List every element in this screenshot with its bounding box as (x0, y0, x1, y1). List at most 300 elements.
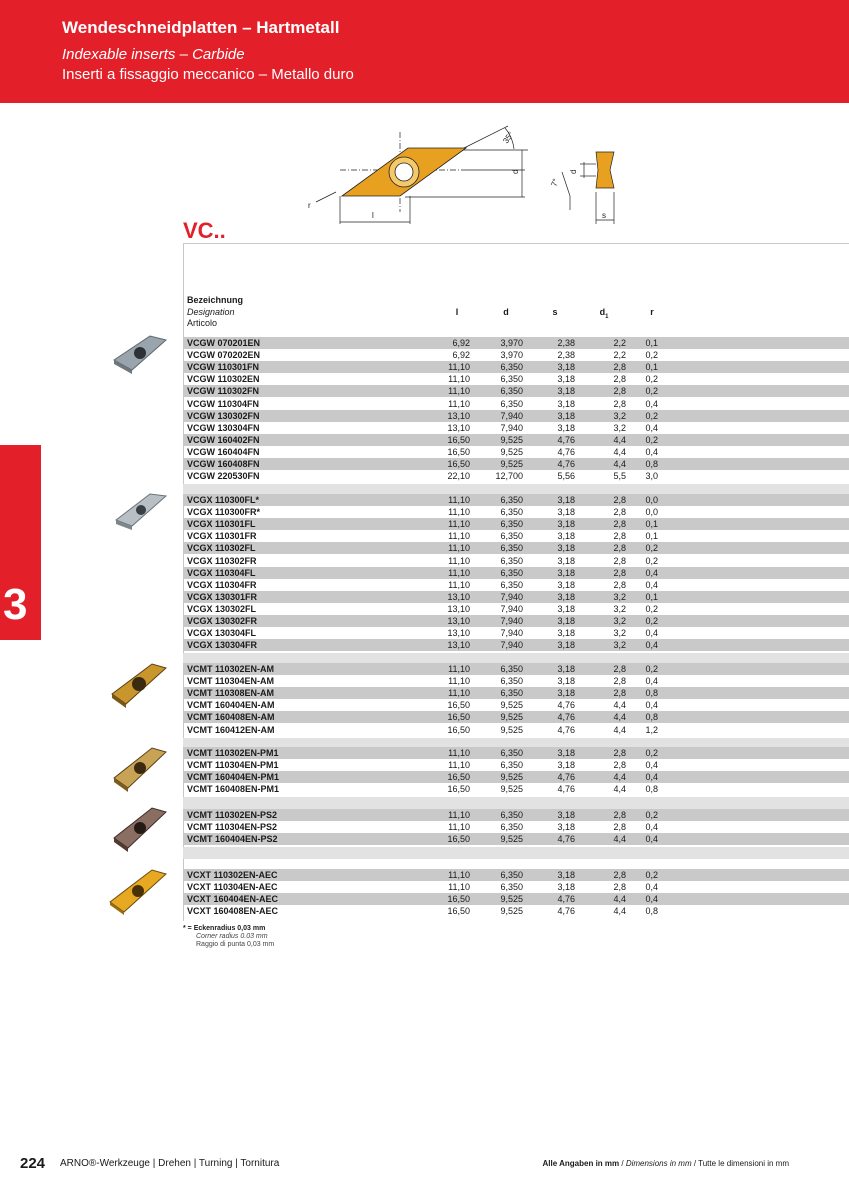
footnote-it: Raggio di punta 0,03 mm (196, 941, 275, 948)
cell-s: 3,18 (557, 882, 575, 893)
cell-l: 11,10 (448, 519, 470, 530)
cell-d1: 4,4 (613, 784, 626, 795)
series-title: VC.. (183, 218, 226, 243)
cell-designation: VCGW 160404FN (187, 446, 260, 457)
cell-d1: 2,8 (613, 507, 626, 518)
cell-l: 16,50 (447, 906, 470, 917)
cell-s: 4,76 (557, 834, 575, 845)
cell-r: 0,2 (645, 410, 658, 421)
cell-l: 13,10 (447, 422, 470, 433)
cell-s: 3,18 (557, 822, 575, 833)
cell-designation: VCGX 110301FR (187, 531, 257, 542)
cell-s: 3,18 (557, 591, 575, 602)
cell-designation: VCGX 110304FR (187, 579, 257, 590)
cell-s: 3,18 (557, 543, 575, 554)
cell-r: 0,4 (645, 882, 658, 893)
cell-d: 6,350 (500, 531, 523, 542)
header-designation-de: Bezeichnung (187, 295, 244, 305)
cell-designation: VCGX 130304FR (187, 640, 258, 651)
cell-d1: 2,8 (613, 555, 626, 566)
cell-r: 0,2 (645, 350, 658, 361)
page-header (0, 0, 849, 103)
table-row (183, 905, 849, 917)
cell-s: 3,18 (557, 810, 575, 820)
cell-l: 11,10 (448, 555, 470, 566)
cell-d1: 3,2 (613, 422, 626, 433)
cell-d: 6,350 (500, 882, 523, 893)
cell-d: 9,525 (500, 446, 523, 457)
cell-s: 2,38 (557, 350, 575, 361)
cell-l: 22,10 (447, 471, 470, 482)
cell-d: 6,350 (500, 822, 523, 833)
col-r-header: r (650, 307, 654, 317)
cell-d1: 2,2 (613, 338, 626, 348)
cell-s: 3,18 (557, 567, 575, 578)
table-row (183, 771, 849, 783)
title-english: Indexable inserts – Carbide (62, 46, 245, 63)
cell-d1: 2,8 (613, 362, 626, 373)
cell-d: 6,350 (500, 398, 523, 409)
cell-d: 6,350 (500, 507, 523, 518)
cell-s: 4,76 (557, 700, 575, 711)
table-row (183, 337, 849, 349)
cell-r: 0,4 (645, 822, 658, 833)
cell-d: 6,350 (500, 374, 523, 385)
cell-designation: VCGW 070201EN (187, 338, 261, 348)
cell-designation: VCGX 110300FL* (187, 495, 260, 505)
cell-l: 11,10 (448, 870, 470, 880)
cell-r: 0,8 (645, 688, 658, 699)
cell-r: 1,2 (645, 724, 658, 735)
cell-d: 6,350 (500, 579, 523, 590)
insert-photo-vcmt-pm1 (110, 742, 170, 794)
cell-s: 4,76 (557, 724, 575, 735)
cell-l: 11,10 (448, 882, 470, 893)
cell-designation: VCGW 160402FN (187, 434, 260, 445)
cell-r: 0,2 (645, 555, 658, 566)
cell-designation: VCMT 110302EN-PM1 (187, 748, 279, 758)
cell-designation: VCXT 160408EN-AEC (187, 906, 279, 917)
cell-d1: 2,8 (613, 543, 626, 554)
cell-s: 3,18 (557, 398, 575, 409)
insert-photo-vcmt-ps2 (110, 802, 170, 854)
cell-designation: VCGX 130302FL (187, 603, 257, 614)
cell-r: 0,1 (645, 591, 658, 602)
angle-label: 35° (501, 130, 516, 146)
table-row (183, 398, 849, 410)
cell-l: 16,50 (447, 712, 470, 723)
cell-d: 12,700 (495, 471, 523, 482)
cell-l: 13,10 (447, 640, 470, 651)
cell-s: 3,18 (557, 519, 575, 530)
cell-d: 9,525 (500, 772, 523, 783)
cell-l: 11,10 (448, 531, 470, 542)
table-row (183, 615, 849, 627)
cell-d1: 3,2 (613, 640, 626, 651)
cell-s: 3,18 (557, 748, 575, 758)
cell-d1: 2,8 (613, 579, 626, 590)
cell-s: 5,56 (557, 471, 575, 482)
cell-l: 6,92 (452, 350, 470, 361)
cell-d: 9,525 (500, 724, 523, 735)
cell-designation: VCMT 110304EN-AM (187, 676, 275, 687)
cell-designation: VCMT 110302EN-PS2 (187, 810, 278, 820)
cell-s: 4,76 (557, 712, 575, 723)
cell-d1: 2,8 (613, 386, 626, 397)
cell-designation: VCGW 110302FN (187, 386, 260, 397)
cell-d: 6,350 (500, 870, 523, 880)
cell-s: 4,76 (557, 894, 575, 905)
cell-s: 3,18 (557, 386, 575, 397)
table-row (183, 687, 849, 699)
cell-d: 7,940 (500, 422, 523, 433)
table-row (183, 506, 849, 518)
table-row (183, 542, 849, 554)
cell-s: 4,76 (557, 784, 575, 795)
cell-l: 11,10 (448, 398, 470, 409)
cell-s: 2,38 (557, 338, 575, 348)
cell-l: 11,10 (448, 822, 470, 833)
dim-s-label: s (602, 211, 606, 220)
cell-s: 3,18 (557, 410, 575, 421)
table-row (183, 434, 849, 446)
cell-r: 0,0 (645, 495, 658, 505)
cell-s: 3,18 (557, 495, 575, 505)
cell-d1: 2,8 (613, 374, 626, 385)
cell-d: 9,525 (500, 784, 523, 795)
cell-designation: VCMT 160408EN-PM1 (187, 784, 280, 795)
cell-r: 0,4 (645, 628, 658, 639)
table-row (183, 869, 849, 881)
cell-d: 6,350 (500, 495, 523, 505)
cell-d1: 2,2 (613, 350, 626, 361)
cell-l: 11,10 (448, 748, 470, 758)
cell-r: 0,4 (645, 676, 658, 687)
insert-photo-vcgx (112, 488, 168, 532)
cell-designation: VCGW 110301FN (187, 362, 260, 373)
cell-designation: VCMT 110308EN-AM (187, 688, 275, 699)
cell-d: 9,525 (500, 700, 523, 711)
cell-designation: VCMT 110304EN-PM1 (187, 760, 279, 771)
footer-breadcrumb: ARNO®-Werkzeuge | Drehen | Turning | Tornitura (60, 1158, 280, 1169)
cell-d: 6,350 (500, 688, 523, 699)
table-row (183, 603, 849, 615)
table-row (183, 627, 849, 639)
cell-d1: 2,8 (613, 882, 626, 893)
cell-s: 4,76 (557, 459, 575, 469)
cell-d: 9,525 (500, 459, 523, 469)
cell-d1: 3,2 (613, 410, 626, 421)
cell-s: 3,18 (557, 422, 575, 433)
cell-r: 0,8 (645, 784, 658, 795)
footnote-de: * = Eckenradius 0,03 mm (183, 925, 266, 932)
cell-d1: 4,4 (613, 834, 626, 845)
table-row (183, 579, 849, 591)
cell-designation: VCMT 160408EN-AM (187, 712, 275, 723)
table-row (183, 591, 849, 603)
cell-r: 0,2 (645, 664, 658, 674)
cell-l: 11,10 (448, 386, 470, 397)
cell-designation: VCXT 160404EN-AEC (187, 894, 279, 905)
cell-l: 11,10 (448, 362, 470, 373)
cell-r: 0,4 (645, 446, 658, 457)
cell-d: 9,525 (500, 906, 523, 917)
table-row (183, 663, 849, 675)
table-row (183, 470, 849, 482)
insert-technical-drawing (300, 112, 640, 237)
cell-designation: VCGW 110304FN (187, 398, 260, 409)
cell-l: 16,50 (447, 434, 470, 445)
cell-l: 11,10 (448, 676, 470, 687)
cell-s: 3,18 (557, 760, 575, 771)
cell-d1: 4,4 (613, 459, 626, 469)
col-l-header: l (455, 307, 459, 317)
cell-d: 9,525 (500, 712, 523, 723)
cell-d: 6,350 (500, 664, 523, 674)
cell-s: 3,18 (557, 628, 575, 639)
cell-d: 6,350 (500, 760, 523, 771)
cell-r: 0,2 (645, 748, 658, 758)
cell-r: 0,4 (645, 834, 658, 845)
cell-s: 3,18 (557, 640, 575, 651)
cell-d1: 4,4 (613, 434, 626, 445)
cell-r: 0,4 (645, 567, 658, 578)
cell-designation: VCMT 160404EN-AM (187, 700, 275, 711)
cell-s: 4,76 (557, 772, 575, 783)
table-row (183, 446, 849, 458)
cell-d1: 3,2 (613, 603, 626, 614)
cell-r: 3,0 (645, 471, 658, 482)
table-row (183, 675, 849, 687)
cell-d: 6,350 (500, 362, 523, 373)
cell-d: 3,970 (500, 338, 523, 348)
cell-s: 3,18 (557, 507, 575, 518)
cell-d1: 4,4 (613, 446, 626, 457)
table-row (183, 530, 849, 542)
cell-d: 9,525 (500, 894, 523, 905)
cell-d: 7,940 (500, 616, 523, 626)
table-row (183, 494, 849, 506)
cell-r: 0,4 (645, 398, 658, 409)
cell-designation: VCMT 110304EN-PS2 (187, 822, 278, 833)
table-row (183, 893, 849, 905)
table-row (183, 410, 849, 422)
cell-d: 6,350 (500, 810, 523, 820)
dim-d1-label: d (569, 169, 578, 174)
cell-l: 16,50 (447, 459, 470, 469)
cell-designation: VCXT 110302EN-AEC (187, 870, 278, 880)
cell-s: 3,18 (557, 531, 575, 542)
cell-l: 16,50 (447, 784, 470, 795)
cell-d1: 4,4 (613, 724, 626, 735)
cell-designation: VCGX 110300FR* (187, 507, 261, 518)
cell-l: 13,10 (447, 591, 470, 602)
cell-r: 0,2 (645, 870, 658, 880)
table-row (183, 422, 849, 434)
cell-d: 9,525 (500, 834, 523, 845)
cell-d1: 2,8 (613, 870, 626, 880)
dim-d-label: d (511, 169, 520, 174)
cell-designation: VCMT 160412EN-AM (187, 724, 275, 735)
cell-d1: 2,8 (613, 760, 626, 771)
cell-designation: VCGW 130304FN (187, 422, 260, 433)
cell-l: 16,50 (447, 724, 470, 735)
cell-r: 0,1 (645, 519, 658, 530)
insert-photo-vcmt-am (108, 658, 170, 710)
cell-l: 11,10 (448, 664, 470, 674)
cell-l: 11,10 (448, 760, 470, 771)
cell-r: 0,4 (645, 640, 658, 651)
cell-d1: 2,8 (613, 531, 626, 542)
table-row (183, 567, 849, 579)
cell-s: 3,18 (557, 664, 575, 674)
cell-d1: 2,8 (613, 519, 626, 530)
cell-r: 0,4 (645, 422, 658, 433)
cell-s: 3,18 (557, 603, 575, 614)
table-row (183, 783, 849, 795)
cell-d: 7,940 (500, 591, 523, 602)
cell-d1: 3,2 (613, 591, 626, 602)
cell-r: 0,2 (645, 616, 658, 626)
cell-l: 16,50 (447, 894, 470, 905)
group-separator (183, 797, 849, 809)
table-row (183, 361, 849, 373)
cell-l: 16,50 (447, 772, 470, 783)
header-designation-en: Designation (187, 307, 235, 317)
dim-r-label: r (308, 201, 311, 210)
table-row (183, 747, 849, 759)
cell-d: 6,350 (500, 519, 523, 530)
cell-designation: VCMT 160404EN-PM1 (187, 772, 280, 783)
cell-d1: 3,2 (613, 616, 626, 626)
title-german: Wendeschneidplatten – Hartmetall (62, 18, 340, 37)
cell-r: 0,8 (645, 459, 658, 469)
cell-designation: VCGX 110301FL (187, 519, 256, 530)
cell-l: 13,10 (447, 410, 470, 421)
table-row (183, 759, 849, 771)
cell-l: 6,92 (452, 338, 470, 348)
cell-l: 13,10 (447, 616, 470, 626)
title-italian: Inserti a fissaggio meccanico – Metallo duro (62, 66, 354, 83)
cell-l: 13,10 (447, 628, 470, 639)
cell-l: 11,10 (448, 495, 470, 505)
cell-d1: 2,8 (613, 664, 626, 674)
cell-d: 6,350 (500, 567, 523, 578)
cell-r: 0,2 (645, 543, 658, 554)
clearance-angle-label: 7° (549, 177, 561, 188)
table-row (183, 555, 849, 567)
cell-r: 0,1 (645, 531, 658, 542)
header-designation-it: Articolo (187, 318, 218, 328)
cell-d: 3,970 (500, 350, 523, 361)
table-row (183, 881, 849, 893)
table-row (183, 724, 849, 736)
cell-r: 0,2 (645, 810, 658, 820)
cell-s: 4,76 (557, 434, 575, 445)
cell-l: 16,50 (447, 700, 470, 711)
cell-r: 0,2 (645, 374, 658, 385)
cell-l: 11,10 (448, 543, 470, 554)
cell-s: 3,18 (557, 688, 575, 699)
cell-r: 0,2 (645, 603, 658, 614)
page-number: 224 (20, 1155, 46, 1172)
cell-s: 3,18 (557, 870, 575, 880)
cell-d1: 2,8 (613, 398, 626, 409)
table-row (183, 833, 849, 845)
cell-designation: VCXT 110304EN-AEC (187, 882, 278, 893)
chapter-tab (0, 445, 41, 640)
footnote (183, 925, 274, 949)
insert-photo-vcgw (110, 330, 170, 376)
cell-r: 0,2 (645, 386, 658, 397)
cell-r: 0,8 (645, 906, 658, 917)
col-d1-header: $d_1$ (599, 307, 609, 320)
cell-s: 3,18 (557, 374, 575, 385)
dim-l-label: l (372, 211, 374, 220)
cell-d: 7,940 (500, 410, 523, 421)
cell-d1: 4,4 (613, 700, 626, 711)
cell-d1: 2,8 (613, 688, 626, 699)
cell-d1: 2,8 (613, 567, 626, 578)
col-s-header: s (552, 307, 558, 317)
cell-d1: 4,4 (613, 772, 626, 783)
cell-d1: 4,4 (613, 906, 626, 917)
cell-d: 6,350 (500, 555, 523, 566)
cell-designation: VCGX 110302FR (187, 555, 257, 566)
cell-l: 11,10 (448, 374, 470, 385)
cell-l: 11,10 (448, 507, 470, 518)
table-row (183, 711, 849, 723)
cell-d: 6,350 (500, 676, 523, 687)
cell-designation: VCGW 130302FN (187, 410, 260, 421)
table-row (183, 349, 849, 361)
cell-l: 16,50 (447, 834, 470, 845)
cell-d: 9,525 (500, 434, 523, 445)
cell-s: 4,76 (557, 446, 575, 457)
cell-d: 6,350 (500, 543, 523, 554)
cell-d1: 4,4 (613, 712, 626, 723)
cell-r: 0,1 (645, 362, 658, 373)
cell-designation: VCGX 110304FL (187, 567, 256, 578)
cell-r: 0,4 (645, 579, 658, 590)
insert-photo-vcxt-aec (106, 864, 170, 916)
cell-d1: 2,8 (613, 676, 626, 687)
cell-designation: VCGW 160408FN (187, 459, 260, 469)
cell-l: 13,10 (447, 603, 470, 614)
cell-d1: 3,2 (613, 628, 626, 639)
cell-designation: VCGX 110302FL (187, 543, 256, 554)
cell-designation: VCGW 220530FN (187, 471, 260, 482)
cell-r: 0,1 (645, 338, 658, 348)
group-separator (183, 847, 849, 859)
cell-r: 0,4 (645, 894, 658, 905)
cell-d1: 2,8 (613, 810, 626, 820)
cell-l: 11,10 (448, 810, 470, 820)
cell-d: 6,350 (500, 748, 523, 758)
cell-designation: VCMT 160404EN-PS2 (187, 834, 278, 845)
cell-designation: VCMT 110302EN-AM (187, 664, 275, 674)
cell-r: 0,4 (645, 700, 658, 711)
chapter-number: 3 (3, 580, 28, 629)
table-row (183, 821, 849, 833)
footer-units-note: Alle Angaben in mm / Dimensions in mm / Tutte le dimensioni in mm (542, 1159, 789, 1168)
table-row (183, 639, 849, 651)
cell-s: 4,76 (557, 906, 575, 917)
cell-l: 16,50 (447, 446, 470, 457)
table-row (183, 809, 849, 821)
cell-d: 6,350 (500, 386, 523, 397)
cell-s: 3,18 (557, 579, 575, 590)
